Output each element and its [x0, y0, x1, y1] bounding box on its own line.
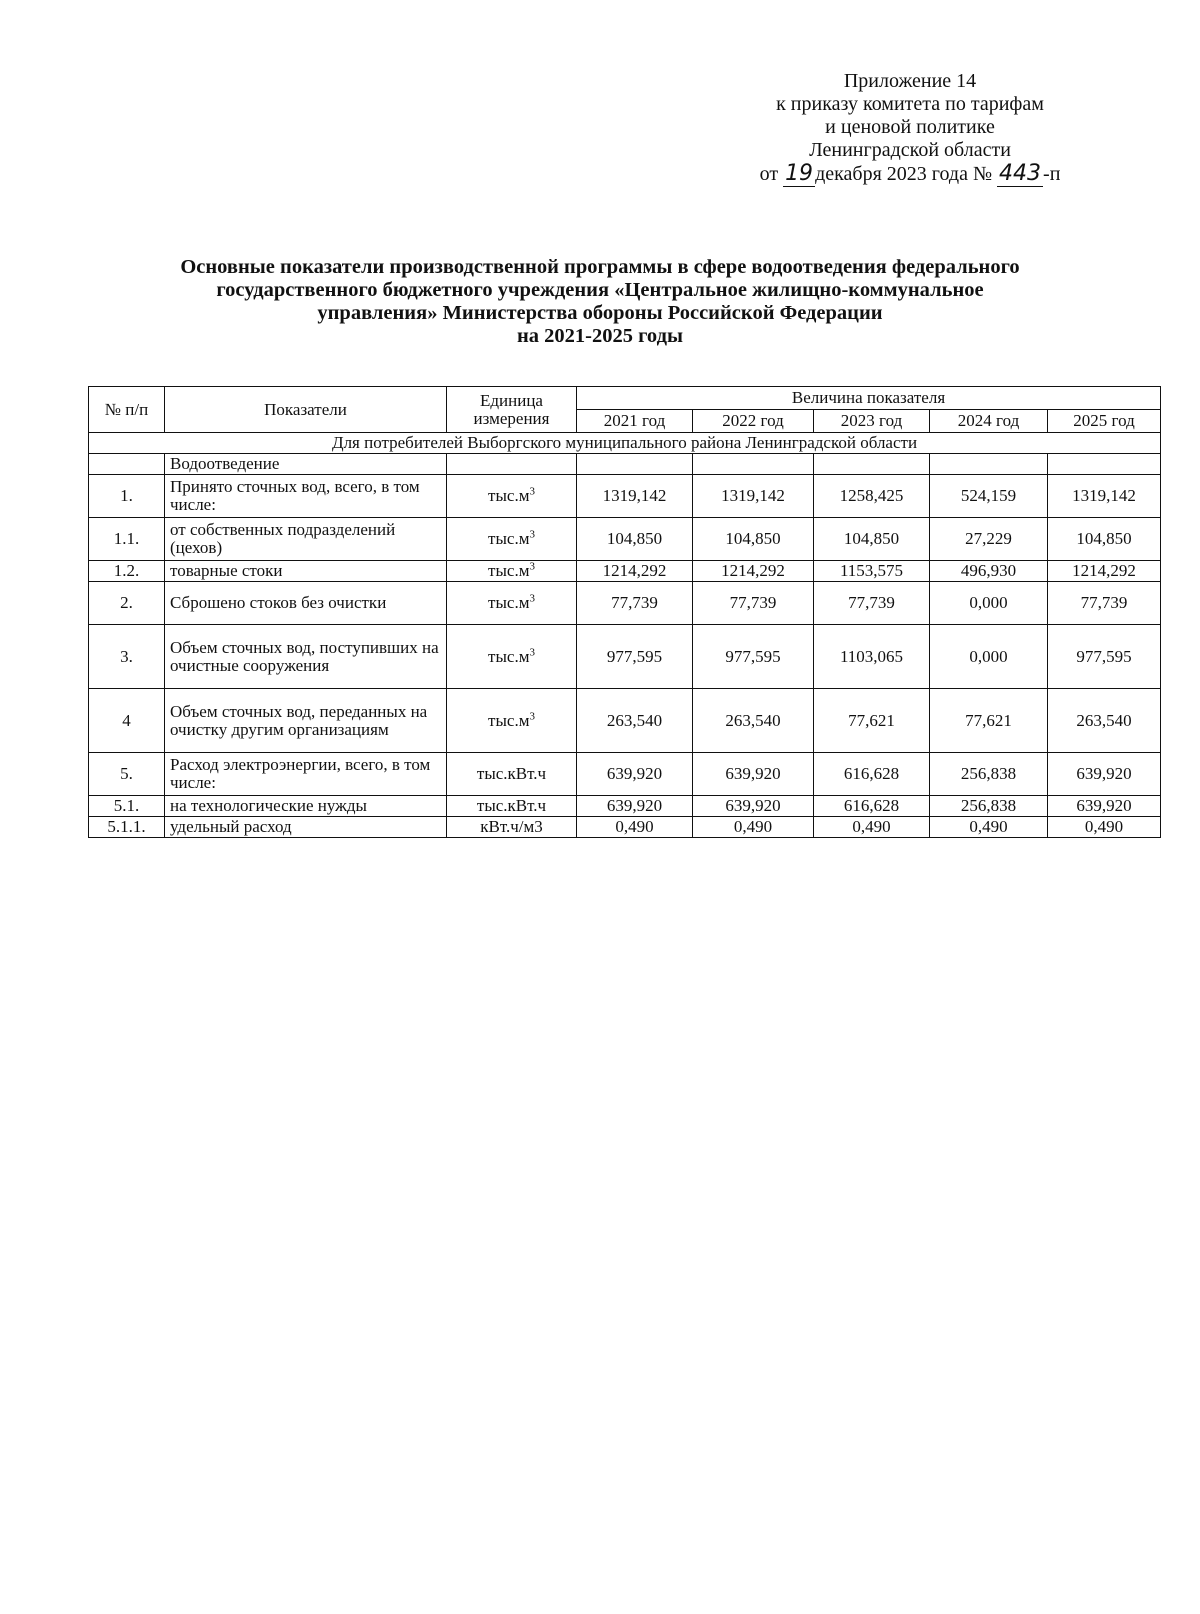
table-row: [89, 475, 1161, 518]
row-unit: [447, 518, 577, 561]
table-row: [89, 753, 1161, 796]
row-value-2023: 104,850: [814, 518, 930, 561]
row-indicator: на технологические нужды: [165, 796, 447, 817]
header-year-2022: 2022 год: [693, 410, 814, 433]
row-value-2022: 104,850: [693, 518, 814, 561]
row-value-2024: 27,229: [930, 518, 1048, 561]
row-unit-text: тыс.кВт.ч: [476, 796, 547, 815]
row-num: 1.: [89, 475, 165, 518]
appendix-date-line: [700, 162, 1120, 186]
header-unit: Единица измерения: [447, 387, 577, 433]
row-value-2025: 1319,142: [1048, 475, 1161, 518]
appendix-title: Приложение 14: [843, 70, 977, 92]
appendix-committee: и ценовой политике: [825, 116, 995, 138]
indicators-table: [88, 386, 1161, 838]
appendix-region: Ленинградской области: [809, 139, 1011, 161]
row-unit: [447, 582, 577, 625]
row-unit-text: кВт.ч/м3: [480, 817, 543, 836]
row-unit-exponent: 3: [529, 528, 535, 541]
row-value-2023: 616,628: [814, 796, 930, 817]
row-num: 1.1.: [89, 518, 165, 561]
row-value-2021: 639,920: [577, 796, 693, 817]
header-num: № п/п: [89, 387, 165, 433]
row-value-2022: 977,595: [693, 625, 814, 689]
row-value-2025: 104,850: [1048, 518, 1161, 561]
row-value-2024: 256,838: [930, 753, 1048, 796]
row-unit-exponent: 3: [529, 485, 535, 498]
row-value-2021: 977,595: [577, 625, 693, 689]
row-value-2024: 77,621: [930, 689, 1048, 753]
row-indicator: товарные стоки: [165, 561, 447, 582]
group-label: Водоотведение: [165, 454, 447, 475]
row-value-2024: 496,930: [930, 561, 1048, 582]
row-unit-text: тыс.м: [488, 593, 530, 612]
handwritten-number: 443: [999, 161, 1042, 186]
row-num: 5.: [89, 753, 165, 796]
row-unit-text: тыс.м: [488, 529, 530, 548]
row-num: 3.: [89, 625, 165, 689]
row-value-2021: 639,920: [577, 753, 693, 796]
row-value-2024: 0,490: [930, 817, 1048, 838]
title-line-2: государственного бюджетного учреждения «Центральное жилищно-коммунальное: [216, 279, 984, 301]
row-value-2022: 77,739: [693, 582, 814, 625]
row-num: 4: [89, 689, 165, 753]
row-value-2025: 639,920: [1048, 796, 1161, 817]
row-unit: [447, 753, 577, 796]
row-indicator: Сброшено стоков без очистки: [165, 582, 447, 625]
row-value-2023: 1258,425: [814, 475, 930, 518]
row-value-2021: 1319,142: [577, 475, 693, 518]
row-value-2023: 1103,065: [814, 625, 930, 689]
row-indicator: Объем сточных вод, поступивших на очистные сооружения: [165, 625, 447, 689]
row-indicator: Принято сточных вод, всего, в том числе:: [165, 475, 447, 518]
row-value-2024: 0,000: [930, 582, 1048, 625]
row-value-2021: 1214,292: [577, 561, 693, 582]
table-row: [89, 796, 1161, 817]
row-value-2022: 639,920: [693, 753, 814, 796]
header-year-2024: 2024 год: [930, 410, 1048, 433]
row-value-2023: 0,490: [814, 817, 930, 838]
header-year-2023: 2023 год: [814, 410, 930, 433]
row-unit-text: тыс.м: [488, 646, 530, 666]
row-num: 5.1.: [89, 796, 165, 817]
table-row: [89, 582, 1161, 625]
row-unit: [447, 817, 577, 838]
row-value-2021: 0,490: [577, 817, 693, 838]
row-value-2021: 104,850: [577, 518, 693, 561]
row-unit: [447, 796, 577, 817]
row-value-2021: 77,739: [577, 582, 693, 625]
row-value-2023: 77,621: [814, 689, 930, 753]
header-year-2025: 2025 год: [1048, 410, 1161, 433]
row-num: 1.2.: [89, 561, 165, 582]
row-value-2025: 977,595: [1048, 625, 1161, 689]
row-indicator: Объем сточных вод, переданных на очистку другим организациям: [165, 689, 447, 753]
table-row: [89, 689, 1161, 753]
row-indicator: Расход электроэнергии, всего, в том числе:: [165, 753, 447, 796]
title-line-1: Основные показатели производственной программы в сфере водоотведения федерального: [180, 256, 1020, 278]
row-value-2023: 1153,575: [814, 561, 930, 582]
section-row: Для потребителей Выборгского муниципального района Ленинградской области: [89, 433, 1161, 454]
row-unit: [447, 689, 577, 753]
row-value-2024: 256,838: [930, 796, 1048, 817]
row-value-2023: 77,739: [814, 582, 930, 625]
row-unit: [447, 561, 577, 582]
row-value-2021: 263,540: [577, 689, 693, 753]
appendix-header: [700, 70, 1120, 186]
row-value-2023: 616,628: [814, 753, 930, 796]
date-text: декабря 2023 года №: [815, 163, 993, 185]
row-value-2025: 0,490: [1048, 817, 1161, 838]
row-value-2024: 0,000: [930, 625, 1048, 689]
row-value-2022: 1319,142: [693, 475, 814, 518]
title-line-3: управления» Министерства обороны Российской Федерации: [317, 302, 883, 324]
row-unit-text: тыс.м: [488, 561, 530, 580]
row-value-2025: 1214,292: [1048, 561, 1161, 582]
row-unit-exponent: 3: [529, 645, 535, 658]
group-num-cell: [89, 454, 165, 475]
appendix-order-ref: к приказу комитета по тарифам: [776, 93, 1044, 115]
row-unit-text: тыс.м: [488, 710, 530, 730]
row-value-2022: 1214,292: [693, 561, 814, 582]
row-unit: [447, 625, 577, 689]
header-value-group: Величина показателя: [577, 387, 1161, 410]
row-value-2025: 263,540: [1048, 689, 1161, 753]
header-year-2021: 2021 год: [577, 410, 693, 433]
row-num: 2.: [89, 582, 165, 625]
document-title: [90, 256, 1110, 348]
handwritten-day: 19: [785, 161, 814, 186]
row-unit-text: тыс.м: [488, 486, 530, 505]
row-indicator: удельный расход: [165, 817, 447, 838]
row-value-2022: 263,540: [693, 689, 814, 753]
row-value-2025: 639,920: [1048, 753, 1161, 796]
table-row: [89, 817, 1161, 838]
row-value-2022: 0,490: [693, 817, 814, 838]
table-row: [89, 561, 1161, 582]
row-unit-text: тыс.кВт.ч: [476, 764, 547, 783]
row-unit-exponent: 3: [529, 592, 535, 605]
row-unit-exponent: 3: [529, 560, 535, 573]
row-num: 5.1.1.: [89, 817, 165, 838]
row-value-2025: 77,739: [1048, 582, 1161, 625]
date-prefix: от: [759, 163, 779, 185]
title-line-4: на 2021-2025 годы: [517, 325, 683, 347]
header-indicator: Показатели: [165, 387, 447, 433]
number-suffix: -п: [1043, 163, 1061, 185]
row-unit-exponent: 3: [529, 709, 535, 722]
table-row: [89, 518, 1161, 561]
row-indicator: от собственных подразделений (цехов): [165, 518, 447, 561]
row-value-2024: 524,159: [930, 475, 1048, 518]
row-unit: [447, 475, 577, 518]
table-row: [89, 625, 1161, 689]
row-value-2022: 639,920: [693, 796, 814, 817]
